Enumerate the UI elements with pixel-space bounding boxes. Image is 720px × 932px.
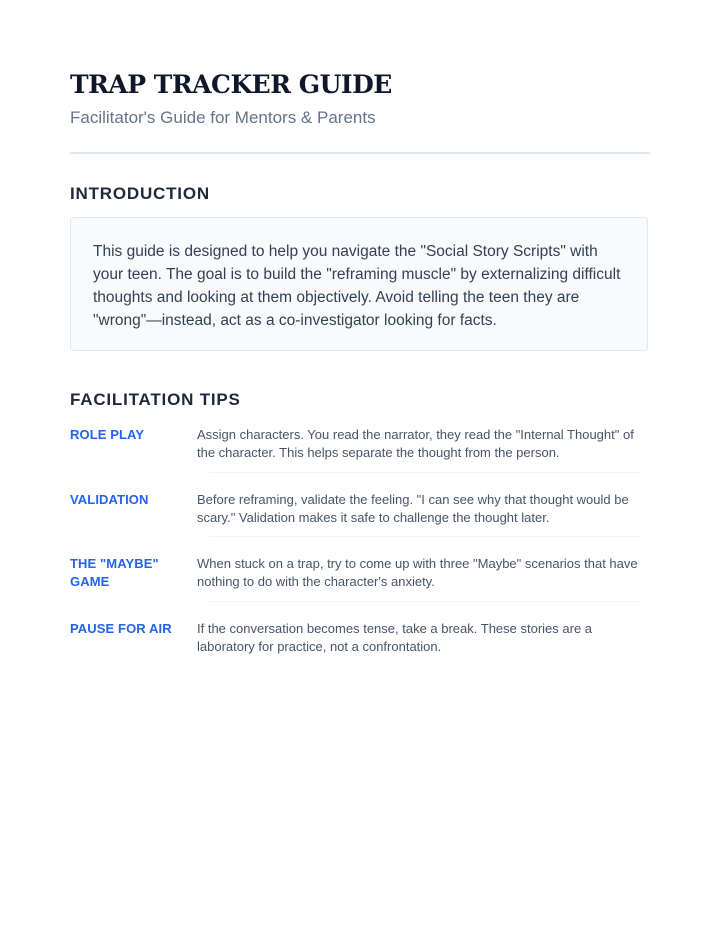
tip-label: THE "MAYBE" GAME [70, 556, 159, 589]
introduction-heading: INTRODUCTION [70, 184, 210, 203]
tip-label: PAUSE FOR AIR [70, 620, 172, 636]
tip-description: When stuck on a trap, try to come up with three "Maybe" scenarios that have nothing to do with the character's anxiety. [197, 556, 638, 589]
tip-description: If the conversation becomes tense, take a break. These stories are a laboratory for practice, not a confrontation. [197, 620, 593, 654]
page-title: TRAP TRACKER GUIDE [70, 70, 392, 99]
tip-description: Assign characters. You read the narrator, they read the "Internal Thought" of the character. This helps separate the thought from the person. [197, 427, 634, 460]
tip-item-role-play [70, 426, 650, 491]
facilitation-tips-list [70, 426, 650, 684]
tip-description: Before reframing, validate the feeling. "I can see why that thought would be scary." Validation makes it safe to challenge the thought later. [197, 491, 629, 525]
page-subtitle: Facilitator's Guide for Mentors & Parents [70, 108, 376, 127]
tip-item-pause-for-air [70, 620, 650, 685]
tip-item-validation [70, 491, 650, 556]
tip-item-maybe-game [70, 555, 650, 620]
introduction-text: This guide is designed to help you navigate the "Social Story Scripts" with your teen. The goal is to build the "reframing muscle" by externalizing difficult thoughts and looking at them objectively. Avoid telling the teen they are "wrong"—instead, act as a co-investigator looking for facts. [93, 243, 621, 329]
tip-label: ROLE PLAY [70, 427, 145, 442]
facilitation-tips-heading: FACILITATION TIPS [70, 390, 241, 409]
introduction-box [70, 217, 648, 351]
header-divider [70, 152, 650, 154]
tip-label: VALIDATION [70, 491, 149, 507]
